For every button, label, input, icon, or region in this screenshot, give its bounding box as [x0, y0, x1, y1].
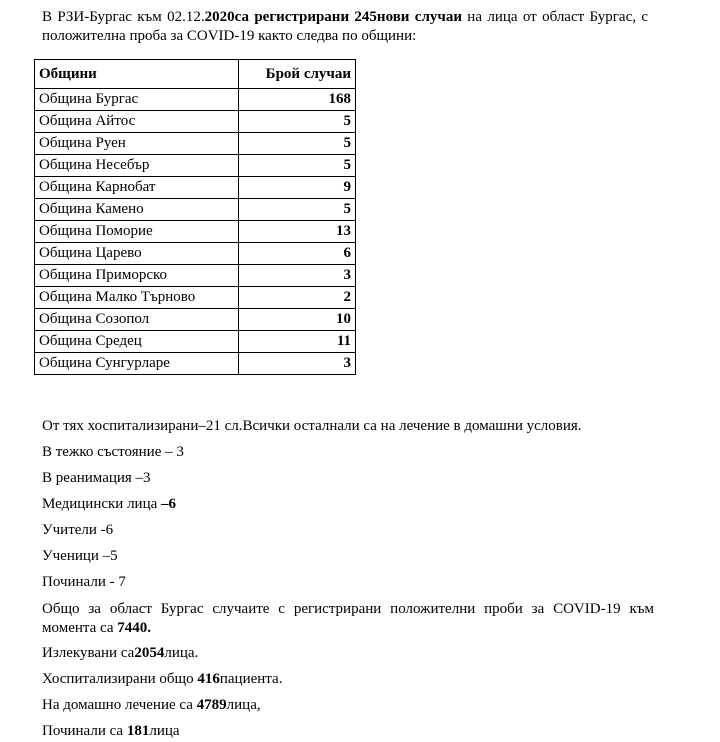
- table-row: [35, 331, 356, 353]
- column-header-cases: Брой случаи: [239, 60, 356, 89]
- municipality-cell: Община Средец: [35, 331, 239, 353]
- table-row: [35, 353, 356, 375]
- municipality-cell: Община Камено: [35, 199, 239, 221]
- home-treatment-suffix: лица,: [226, 697, 261, 713]
- municipality-cell: Община Поморие: [35, 221, 239, 243]
- total-cases-value: 7440.: [117, 620, 152, 636]
- cases-cell: 3: [239, 265, 356, 287]
- teachers-line: Учители -6: [42, 522, 114, 538]
- municipality-cell: Община Руен: [35, 133, 239, 155]
- deceased-total-line: [42, 723, 180, 740]
- cases-cell: 5: [239, 199, 356, 221]
- intro-highlight: 2020са регистрирани 245нови случаи: [204, 9, 462, 25]
- table-header-row: [35, 60, 356, 89]
- cases-cell: 6: [239, 243, 356, 265]
- intro-suffix: на лица от област Бургас, с положителна проба за COVID-19 както следва по общини:: [42, 9, 648, 44]
- hospitalized-total-line: [42, 671, 282, 688]
- deceased-total-label: Починали са: [42, 723, 127, 739]
- home-treatment-label: На домашно лечение са: [42, 697, 197, 713]
- recovered-value: 2054: [134, 645, 165, 661]
- table-row: [35, 221, 356, 243]
- municipality-cell: Община Карнобат: [35, 177, 239, 199]
- table-row: [35, 111, 356, 133]
- cases-cell: 5: [239, 111, 356, 133]
- recovered-label: Излекувани са: [42, 645, 135, 661]
- recovered-suffix: лица.: [164, 645, 199, 661]
- deceased-total-value: 181: [126, 723, 150, 739]
- medical-staff-value: –6: [161, 496, 177, 512]
- table-row: [35, 155, 356, 177]
- intro-prefix: В РЗИ-Бургас към 02.12.: [42, 9, 205, 25]
- table-row: [35, 89, 356, 111]
- table-row: [35, 265, 356, 287]
- table-row: [35, 199, 356, 221]
- municipality-cell: Община Бургас: [35, 89, 239, 111]
- medical-staff-line: [42, 496, 176, 513]
- table-row: [35, 309, 356, 331]
- hospitalized-line: От тях хоспитализирани–21 сл.Всички осталнали са на лечение в домашни условия.: [42, 418, 582, 434]
- deceased-line: Починали - 7: [42, 574, 126, 590]
- municipality-cell: Община Созопол: [35, 309, 239, 331]
- severe-condition-line: В тежко състояние – 3: [42, 444, 184, 460]
- cases-cell: 5: [239, 133, 356, 155]
- municipality-cell: Община Несебър: [35, 155, 239, 177]
- municipality-cell: Община Царево: [35, 243, 239, 265]
- table-row: [35, 133, 356, 155]
- recovered-line: [42, 645, 198, 662]
- municipality-cell: Община Айтос: [35, 111, 239, 133]
- icu-line: В реанимация –3: [42, 470, 151, 486]
- cases-cell: 9: [239, 177, 356, 199]
- cases-by-municipality-table: [34, 59, 356, 375]
- students-line: Ученици –5: [42, 548, 118, 564]
- intro-paragraph: [42, 8, 648, 46]
- home-treatment-line: [42, 697, 261, 714]
- home-treatment-value: 4789: [196, 697, 227, 713]
- deceased-total-suffix: лица: [149, 723, 180, 739]
- medical-staff-label: Медицински лица: [42, 496, 162, 512]
- cases-cell: 13: [239, 221, 356, 243]
- cases-cell: 5: [239, 155, 356, 177]
- hospitalized-total-value: 416: [197, 671, 220, 687]
- total-cases-text: Общо за област Бургас случаите с регистрирани положителни проби за COVID-19 към момента са: [42, 601, 654, 636]
- cases-cell: 10: [239, 309, 356, 331]
- cases-cell: 11: [239, 331, 356, 353]
- municipality-cell: Община Приморско: [35, 265, 239, 287]
- column-header-municipality: Общини: [35, 60, 239, 89]
- hospitalized-total-label: Хоспитализирани общо: [42, 671, 198, 687]
- cases-cell: 3: [239, 353, 356, 375]
- cases-cell: 168: [239, 89, 356, 111]
- table-row: [35, 287, 356, 309]
- municipality-cell: Община Сунгурларе: [35, 353, 239, 375]
- table-row: [35, 177, 356, 199]
- table-row: [35, 243, 356, 265]
- hospitalized-total-suffix: пациента.: [219, 671, 283, 687]
- municipality-cell: Община Малко Търново: [35, 287, 239, 309]
- total-cases-paragraph: [42, 600, 654, 638]
- cases-cell: 2: [239, 287, 356, 309]
